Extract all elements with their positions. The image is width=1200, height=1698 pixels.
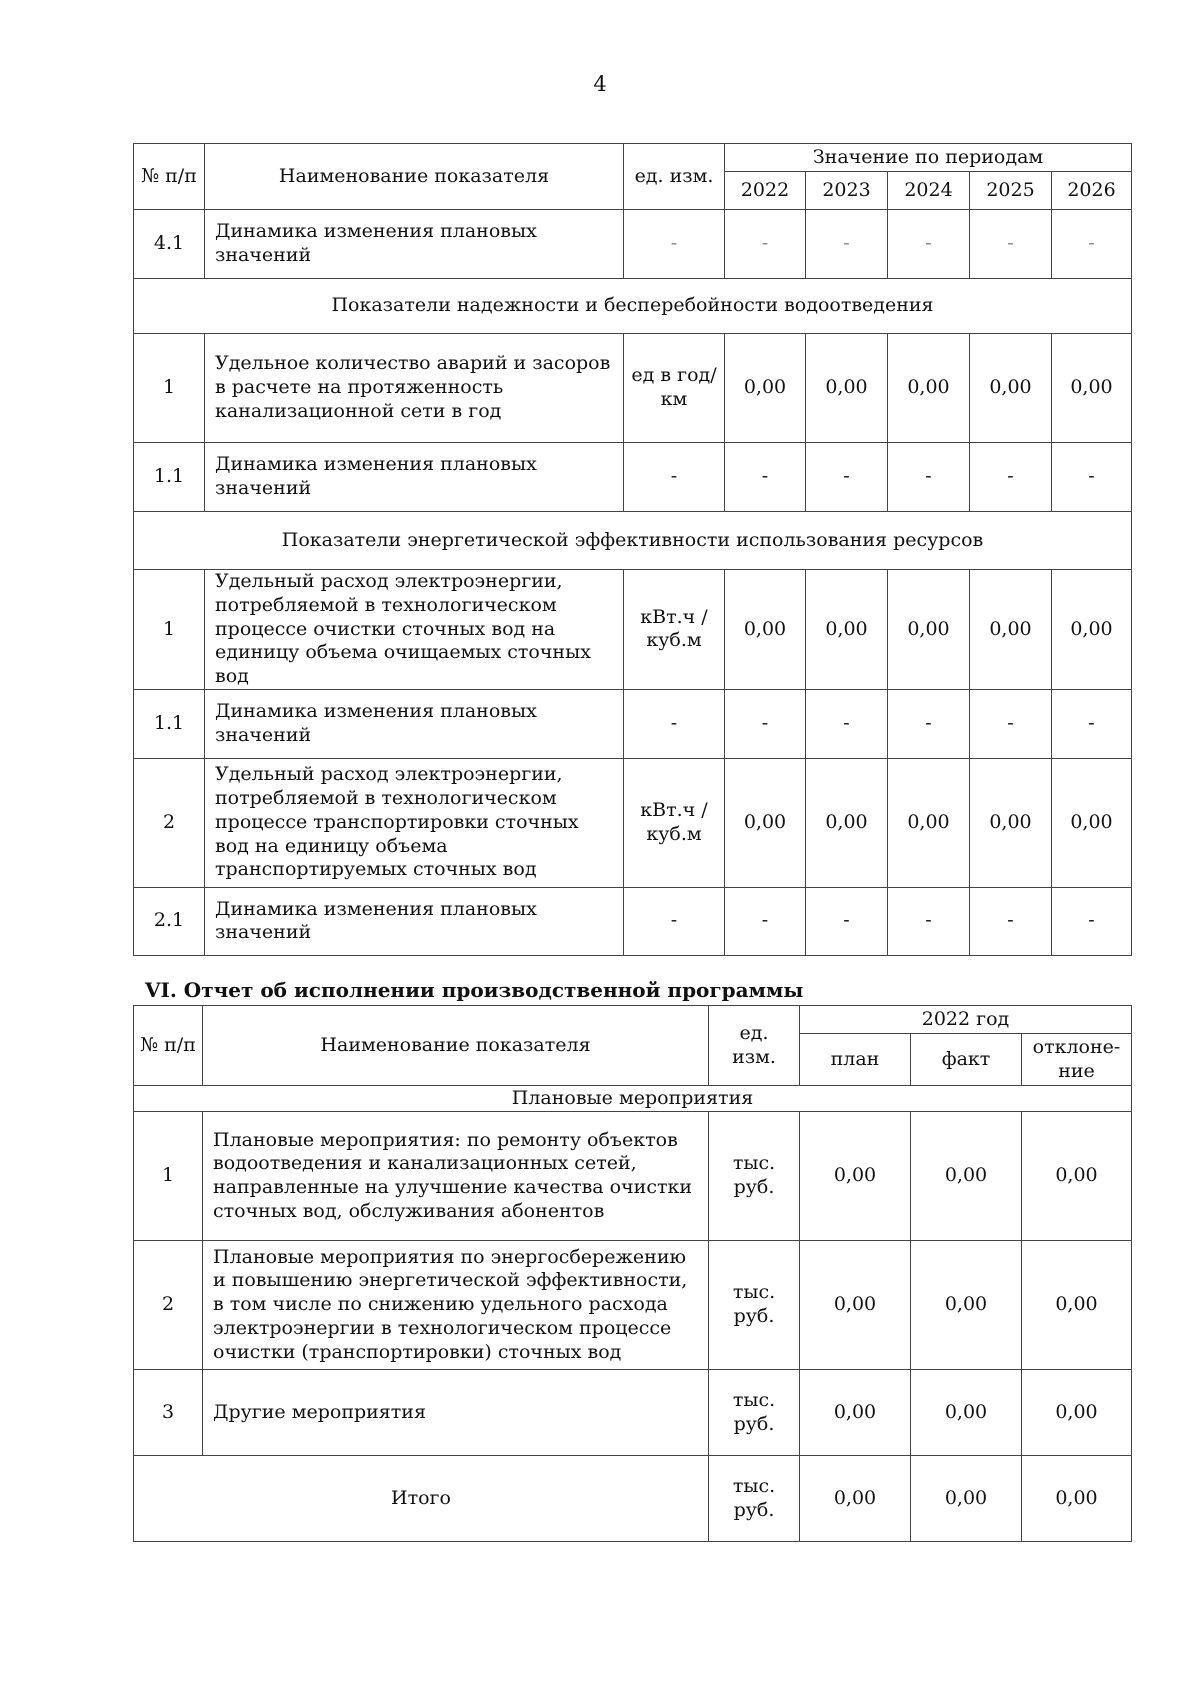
row-value: 0,00 — [1022, 1370, 1132, 1456]
row-value: 0,00 — [911, 1241, 1022, 1370]
row-num: 1.1 — [134, 443, 205, 512]
row-name: Другие мероприятия — [203, 1370, 709, 1456]
section-title: Показатели энергетической эффективности использования ресурсов — [134, 512, 1132, 570]
header-year: 2022 — [725, 172, 806, 210]
row-num: 1 — [134, 334, 205, 443]
row-name: Удельный расход электроэнергии, потребляемой в технологическом процессе транспортировки сточных вод на единицу объема транспортируемых сточных вод — [205, 758, 624, 887]
header-num: № п/п — [134, 144, 205, 210]
row-num: 3 — [134, 1370, 203, 1456]
row-name: Динамика изменения плановых значений — [205, 443, 624, 512]
total-value: 0,00 — [911, 1456, 1022, 1542]
total-value: 0,00 — [1022, 1456, 1132, 1542]
row-unit: - — [624, 443, 725, 512]
row-num: 1 — [134, 570, 205, 690]
row-value: 0,00 — [1052, 570, 1132, 690]
row-num: 2.1 — [134, 887, 205, 955]
row-name: Плановые мероприятия: по ремонту объектов водоотведения и канализационных сетей, направленные на улучшение качества очистки сточных вод, обслуживания абонентов — [203, 1112, 709, 1241]
row-value: 0,00 — [806, 570, 888, 690]
row-num: 1.1 — [134, 689, 205, 758]
row-value: - — [1052, 887, 1132, 955]
row-value: 0,00 — [806, 758, 888, 887]
table-row — [134, 758, 1132, 887]
section-row — [134, 279, 1132, 334]
row-value: - — [806, 210, 888, 279]
header-fact: факт — [911, 1034, 1022, 1086]
row-num: 2 — [134, 758, 205, 887]
row-value: 0,00 — [1022, 1112, 1132, 1241]
row-value: 0,00 — [970, 758, 1052, 887]
header-year: 2025 — [970, 172, 1052, 210]
row-value: - — [970, 887, 1052, 955]
row-value: - — [806, 887, 888, 955]
row-value: - — [970, 210, 1052, 279]
total-label: Итого — [134, 1456, 709, 1542]
row-value: - — [970, 443, 1052, 512]
total-value: 0,00 — [800, 1456, 911, 1542]
row-unit: тыс. руб. — [709, 1241, 800, 1370]
row-value: 0,00 — [888, 758, 970, 887]
header-name: Наименование показателя — [203, 1006, 709, 1086]
table-row — [134, 210, 1132, 279]
header-num: № п/п — [134, 1006, 203, 1086]
row-value: 0,00 — [970, 570, 1052, 690]
row-value: - — [888, 443, 970, 512]
row-value: 0,00 — [970, 334, 1052, 443]
section-row — [134, 1086, 1132, 1112]
row-unit: кВт.ч / куб.м — [624, 570, 725, 690]
row-unit: - — [624, 887, 725, 955]
section-row — [134, 512, 1132, 570]
row-value: 0,00 — [1022, 1241, 1132, 1370]
row-unit: тыс. руб. — [709, 1370, 800, 1456]
row-unit: - — [624, 689, 725, 758]
row-value: - — [725, 689, 806, 758]
row-value: 0,00 — [806, 334, 888, 443]
row-value: 0,00 — [888, 334, 970, 443]
row-unit: тыс. руб. — [709, 1112, 800, 1241]
row-name: Плановые мероприятия по энергосбережению и повышению энергетической эффективности, в том числе по снижению удельного расхода электроэнергии в технологическом процессе очистки (транспортировки) сточных вод — [203, 1241, 709, 1370]
section-heading: VI. Отчет об исполнении производственной программы — [145, 978, 804, 1002]
row-value: 0,00 — [800, 1241, 911, 1370]
row-value: - — [888, 210, 970, 279]
row-name: Удельное количество аварий и засоров в расчете на протяженность канализационной сети в год — [205, 334, 624, 443]
table-row — [134, 887, 1132, 955]
table-row — [134, 570, 1132, 690]
row-value: 0,00 — [725, 758, 806, 887]
row-name: Динамика изменения плановых значений — [205, 689, 624, 758]
row-unit: ед в год/ км — [624, 334, 725, 443]
header-year: 2022 год — [800, 1006, 1132, 1034]
header-year: 2024 — [888, 172, 970, 210]
header-deviation: отклоне-ние — [1022, 1034, 1132, 1086]
row-name: Динамика изменения плановых значений — [205, 210, 624, 279]
header-row — [134, 144, 1132, 172]
header-unit: ед. изм. — [624, 144, 725, 210]
section-title: Плановые мероприятия — [134, 1086, 1132, 1112]
total-unit: тыс. руб. — [709, 1456, 800, 1542]
table-row — [134, 689, 1132, 758]
row-value: - — [1052, 210, 1132, 279]
table-row — [134, 334, 1132, 443]
section-title: Показатели надежности и бесперебойности водоотведения — [134, 279, 1132, 334]
row-num: 1 — [134, 1112, 203, 1241]
row-value: 0,00 — [1052, 334, 1132, 443]
row-value: 0,00 — [911, 1370, 1022, 1456]
row-value: - — [806, 689, 888, 758]
table-row — [134, 443, 1132, 512]
header-plan: план — [800, 1034, 911, 1086]
row-value: - — [1052, 443, 1132, 512]
row-value: - — [806, 443, 888, 512]
page-number: 4 — [593, 72, 607, 96]
row-unit: - — [624, 210, 725, 279]
total-row — [134, 1456, 1132, 1542]
row-value: - — [970, 689, 1052, 758]
program-report-table — [133, 1005, 1132, 1542]
row-name: Динамика изменения плановых значений — [205, 887, 624, 955]
row-value: 0,00 — [911, 1112, 1022, 1241]
table-row — [134, 1370, 1132, 1456]
row-value: 0,00 — [1052, 758, 1132, 887]
header-unit: ед. изм. — [709, 1006, 800, 1086]
row-num: 2 — [134, 1241, 203, 1370]
row-value: - — [725, 210, 806, 279]
header-year: 2023 — [806, 172, 888, 210]
table-row — [134, 1241, 1132, 1370]
row-value: - — [725, 887, 806, 955]
row-value: 0,00 — [725, 570, 806, 690]
indicators-table — [133, 143, 1132, 956]
row-value: - — [888, 689, 970, 758]
row-num: 4.1 — [134, 210, 205, 279]
row-value: 0,00 — [800, 1370, 911, 1456]
header-year: 2026 — [1052, 172, 1132, 210]
row-value: 0,00 — [800, 1112, 911, 1241]
header-row — [134, 1006, 1132, 1034]
table-row — [134, 1112, 1132, 1241]
row-value: - — [888, 887, 970, 955]
row-value: 0,00 — [725, 334, 806, 443]
row-name: Удельный расход электроэнергии, потребляемой в технологическом процессе очистки сточных вод на единицу объема очищаемых сточных вод — [205, 570, 624, 690]
row-unit: кВт.ч / куб.м — [624, 758, 725, 887]
row-value: - — [725, 443, 806, 512]
row-value: - — [1052, 689, 1132, 758]
header-periods: Значение по периодам — [725, 144, 1132, 172]
row-value: 0,00 — [888, 570, 970, 690]
header-name: Наименование показателя — [205, 144, 624, 210]
